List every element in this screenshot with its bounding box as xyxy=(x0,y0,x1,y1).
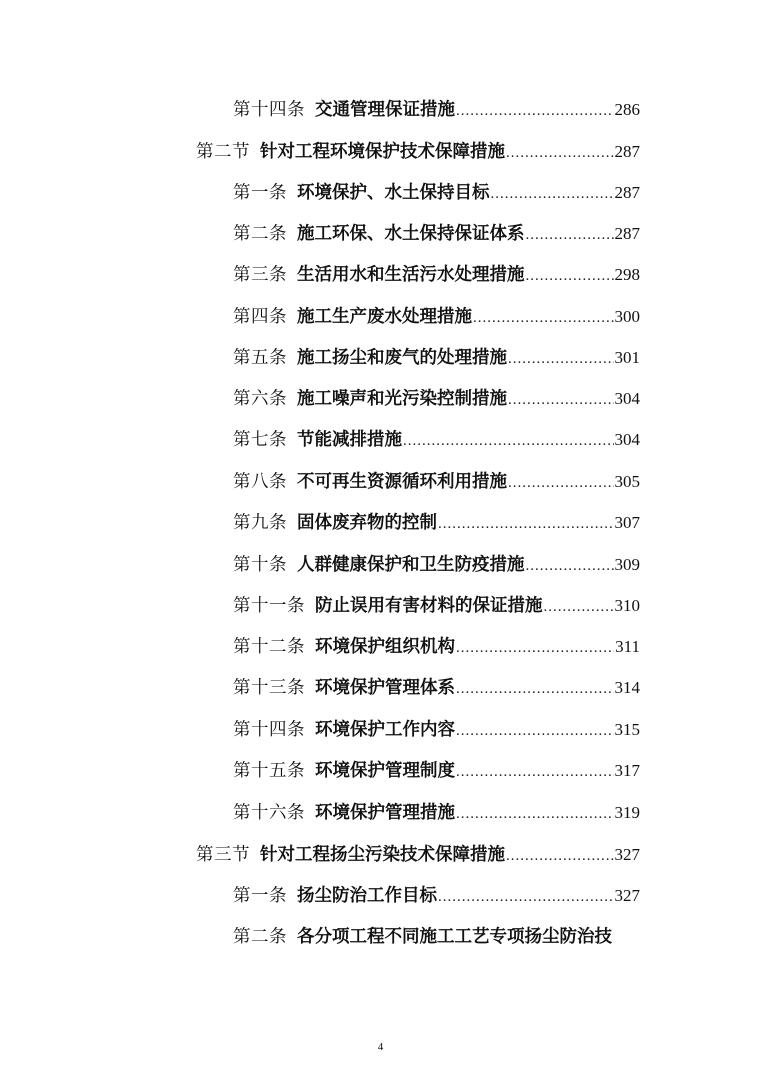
toc-leader-dots xyxy=(506,142,614,164)
toc-leader-dots xyxy=(456,761,614,783)
toc-entry xyxy=(233,347,640,370)
toc-leader-dots xyxy=(491,183,614,205)
toc-entry-page: 300 xyxy=(614,307,640,326)
toc-entry xyxy=(233,182,640,205)
toc-entry-title: 生活用水和生活污水处理措施 xyxy=(297,265,525,285)
toc-entry-number: 第四条 xyxy=(233,307,287,327)
toc-entry xyxy=(233,471,640,494)
toc-leader-dots xyxy=(544,596,614,618)
toc-entry-title: 扬尘防治工作目标 xyxy=(297,886,437,906)
toc-entry xyxy=(233,802,640,825)
toc-leader-dots xyxy=(526,265,614,287)
toc-leader-dots xyxy=(438,886,614,908)
toc-entry-number: 第十六条 xyxy=(233,803,305,823)
toc-entry-number: 第八条 xyxy=(233,472,287,492)
toc-section xyxy=(196,844,640,867)
toc-leader-dots xyxy=(456,720,614,742)
toc-entry-title: 固体废弃物的控制 xyxy=(297,513,437,533)
toc-entry-page: 310 xyxy=(614,596,640,615)
toc-leader-dots xyxy=(526,224,614,246)
toc-entry-title: 交通管理保证措施 xyxy=(315,100,455,120)
toc-entry xyxy=(233,99,640,122)
toc-entry-title: 环境保护组织机构 xyxy=(315,637,455,657)
toc-entry-number: 第十二条 xyxy=(233,637,305,657)
toc-section-title: 针对工程扬尘污染技术保障措施 xyxy=(260,845,505,865)
toc-entry xyxy=(233,264,640,287)
toc-entry-number: 第三条 xyxy=(233,265,287,285)
toc-entry-page: 301 xyxy=(614,348,640,367)
toc-entry-title: 不可再生资源循环利用措施 xyxy=(297,472,507,492)
toc-leader-dots xyxy=(508,389,614,411)
toc-leader-dots xyxy=(456,803,614,825)
toc-entry-title: 节能减排措施 xyxy=(297,430,402,450)
toc-section-page: 287 xyxy=(614,142,640,161)
toc-section-number: 第三节 xyxy=(196,845,250,865)
toc-leader-dots xyxy=(403,430,614,452)
toc-leader-dots xyxy=(456,678,614,700)
toc-entry-number: 第九条 xyxy=(233,513,287,533)
toc-leader-dots xyxy=(508,348,614,370)
toc-entry-title: 人群健康保护和卫生防疫措施 xyxy=(297,555,525,575)
toc-entry-number: 第十条 xyxy=(233,555,287,575)
toc-entry-number: 第六条 xyxy=(233,389,287,409)
toc-entry-number: 第七条 xyxy=(233,430,287,450)
toc-entry xyxy=(233,223,640,246)
toc-entry xyxy=(233,885,640,908)
toc-entry xyxy=(233,554,640,577)
toc-entry-title: 防止误用有害材料的保证措施 xyxy=(315,596,543,616)
toc-entry-page: 304 xyxy=(614,430,640,449)
toc-leader-dots xyxy=(473,307,614,329)
toc-leader-dots xyxy=(438,513,614,535)
toc-entry xyxy=(233,719,640,742)
page-number: 4 xyxy=(377,1041,384,1053)
toc-entry-number: 第二条 xyxy=(233,224,287,244)
toc-entry xyxy=(233,388,640,411)
toc-entry-page: 319 xyxy=(614,803,640,822)
toc-entry-title: 施工环保、水土保持保证体系 xyxy=(297,224,525,244)
toc-entry-title: 施工噪声和光污染控制措施 xyxy=(297,389,507,409)
toc-entry-number: 第十四条 xyxy=(233,720,305,740)
toc-leader-dots xyxy=(508,472,614,494)
toc-entry-page: 315 xyxy=(614,720,640,739)
toc-entry xyxy=(233,306,640,329)
toc-section-page: 327 xyxy=(614,845,640,864)
toc-entry xyxy=(233,595,640,618)
toc-entry-title: 环境保护管理措施 xyxy=(315,803,455,823)
toc-entry-title: 施工扬尘和废气的处理措施 xyxy=(297,348,507,368)
toc-entry xyxy=(233,429,640,452)
toc-entry-number: 第一条 xyxy=(233,183,287,203)
toc-entry-page: 287 xyxy=(614,183,640,202)
toc-entry-title: 环境保护工作内容 xyxy=(315,720,455,740)
toc-entry-title: 施工生产废水处理措施 xyxy=(297,307,472,327)
toc-entry-title: 各分项工程不同施工工艺专项扬尘防治技 xyxy=(297,927,612,947)
toc-entry-page: 286 xyxy=(614,100,640,119)
toc-entry-page: 311 xyxy=(615,637,640,656)
toc-entry-continued xyxy=(233,926,640,948)
toc-section-title: 针对工程环境保护技术保障措施 xyxy=(260,142,505,162)
toc-entry xyxy=(233,512,640,535)
toc-entry-page: 305 xyxy=(614,472,640,491)
toc-entry xyxy=(233,636,640,659)
toc-entry-number: 第十一条 xyxy=(233,596,305,616)
toc-entry-page: 317 xyxy=(614,761,640,780)
toc-entry-page: 298 xyxy=(614,265,640,284)
toc-entry-page: 314 xyxy=(614,678,640,697)
toc-entry-title: 环境保护、水土保持目标 xyxy=(297,183,490,203)
toc-entry-page: 309 xyxy=(614,555,640,574)
toc-entry-title: 环境保护管理制度 xyxy=(315,761,455,781)
toc-entry-page: 287 xyxy=(614,224,640,243)
toc-entry-number: 第五条 xyxy=(233,348,287,368)
toc-leader-dots xyxy=(526,555,614,577)
toc-entry-number: 第二条 xyxy=(233,927,287,947)
toc-leader-dots xyxy=(456,637,614,659)
toc-entry-page: 327 xyxy=(614,886,640,905)
toc-leader-dots xyxy=(456,100,614,122)
toc-section xyxy=(196,141,640,164)
toc-entry-page: 304 xyxy=(614,389,640,408)
toc-entry xyxy=(233,760,640,783)
toc-entry-page: 307 xyxy=(614,513,640,532)
toc-entry-title: 环境保护管理体系 xyxy=(315,678,455,698)
toc-section-number: 第二节 xyxy=(196,142,250,162)
toc-entry-number: 第一条 xyxy=(233,886,287,906)
toc-leader-dots xyxy=(506,845,614,867)
toc-entry-number: 第十五条 xyxy=(233,761,305,781)
toc-entry-number: 第十三条 xyxy=(233,678,305,698)
toc-entry xyxy=(233,677,640,700)
toc-entry-number: 第十四条 xyxy=(233,100,305,120)
